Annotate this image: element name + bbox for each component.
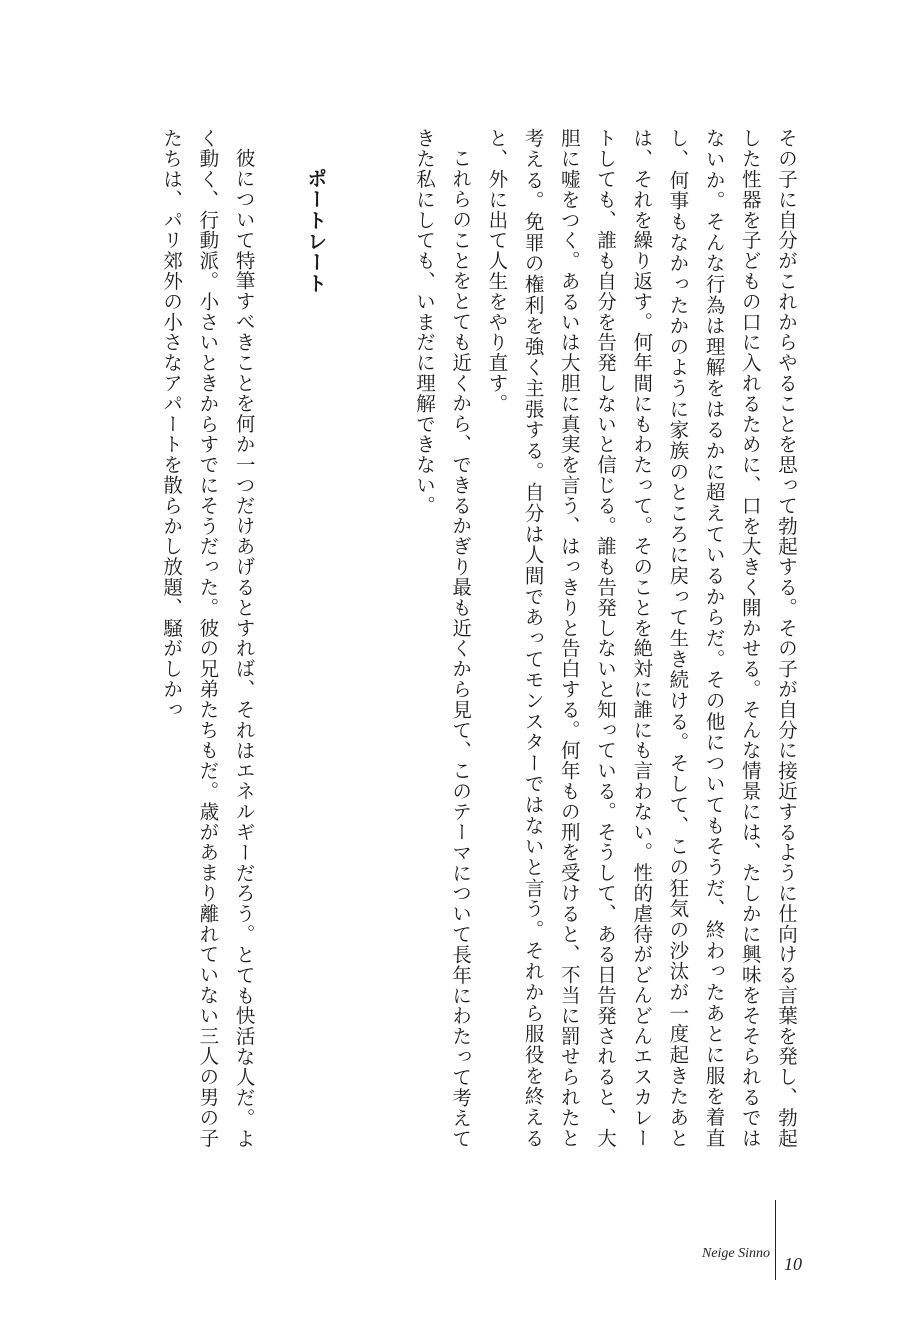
vertical-text-block [153,128,804,1148]
body-paragraph: これらのことをとても近くから、できるかぎり最も近くから見て、このテーマについて長年にわたって考えてきた私にしても、いまだに理解できない。 [412,128,473,1148]
page-number: 10 [784,1254,802,1274]
author-name: Neige Sinno [701,1246,770,1261]
footer-divider [775,1200,776,1280]
section-heading: ポートレート [303,168,328,294]
body-paragraph: 彼について特筆すべきことを何か一つだけあげるとすれば、それはエネルギーだろう。とても快活な人だ。よく動く、行動派。小さいときからすでにそうだった。彼の兄弟たちもだ。歳があまり離れていない三人の男の子たちは、パリ郊外の小さなアパートを散らかし放題、騒がしかっ [160,128,256,1148]
body-paragraph: その子に自分がこれからやることを思って勃起する。その子が自分に接近するように仕向ける言葉を発し、勃起した性器を子どもの口に入れるために、口を大きく開かせる。そんな情景には、たしかに興味をそそられるではないか。そんな行為は理解をはるかに超えているからだ。その他についてもそうだ、終わったあとに服を着直し、何事もなかったかのように家族のところに戻って生き続ける。そして、この狂気の沙汰が一度起きたあとは、それを繰り返す。何年間にもわたって。そのことを絶対に誰にも言わない。性的虐待がどんどんエスカレートしても、誰も自分を告発しないと信じる。誰も告発しないと知っている。そうして、ある日告発されると、大胆に嘘をつく。あるいは大胆に真実を言う、はっきりと告白する。何年もの刑を受けると、不当に罰せられたと考える。免罪の権利を強く主張する。自分は人間であってモンスターではないと言う。それから服役を終えると、外に出て人生をやり直す。 [485,128,798,1148]
